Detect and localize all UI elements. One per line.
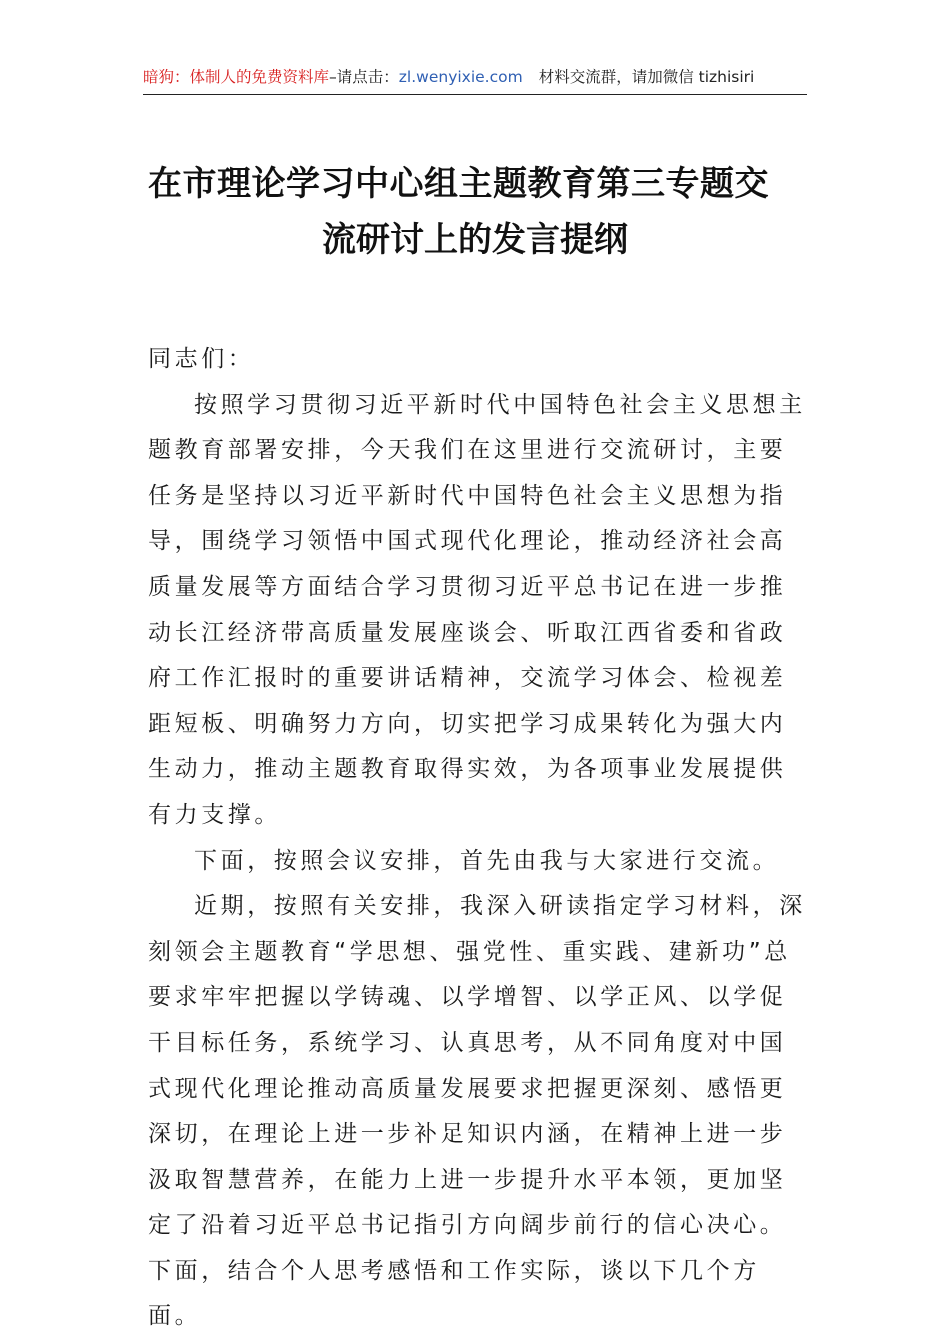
document-body [148,337,812,1340]
salutation: 同志们： [148,346,255,372]
group-note: 材料交流群，请加微信 tizhisiri [538,68,755,86]
paragraph-3: 近期，按照有关安排，我深入研读指定学习材料，深刻领会主题教育“学思想、强党性、重实践、建新功”总要求牢牢把握以学铸魂、以学增智、以学正风、以学促干目标任务，系统学习、认真思考，从不同角度对中国式现代化理论推动高质量发展要求把握更深刻、感悟更深切，在理论上进一步补足知识内涵，在精神上进一步汲取智慧营养，在能力上进一步提升水平本领，更加坚定了沿着习近平总书记指引方向阔步前行的信心决心。下面，结合个人思考感悟和工作实际，谈以下几个方面。 [148,893,806,1330]
title-line-1: 在市理论学习中心组主题教育第三专题交 [148,164,769,204]
page-header [143,66,807,95]
title-line-2: 流研讨上的发言提纲 [322,220,628,260]
click-prompt: –请点击： [329,68,399,86]
document-title [148,156,802,268]
site-label: 暗狗：体制人的免费资料库 [143,68,330,86]
paragraph-1: 按照学习贯彻习近平新时代中国特色社会主义思想主题教育部署安排，今天我们在这里进行交流研讨，主要任务是坚持以习近平新时代中国特色社会主义思想为指导，围绕学习领悟中国式现代化理论，推动经济社会高质量发展等方面结合学习贯彻习近平总书记在进一步推动长江经济带高质量发展座谈会、听取江西省委和省政府工作汇报时的重要讲话精神，交流学习体会、检视差距短板、明确努力方向，切实把学习成果转化为强大内生动力，推动主题教育取得实效，为各项事业发展提供有力支撑。 [148,391,806,828]
paragraph-2: 下面，按照会议安排，首先由我与大家进行交流。 [194,847,780,874]
site-url-link[interactable]: zl.wenyixie.com [398,68,523,86]
